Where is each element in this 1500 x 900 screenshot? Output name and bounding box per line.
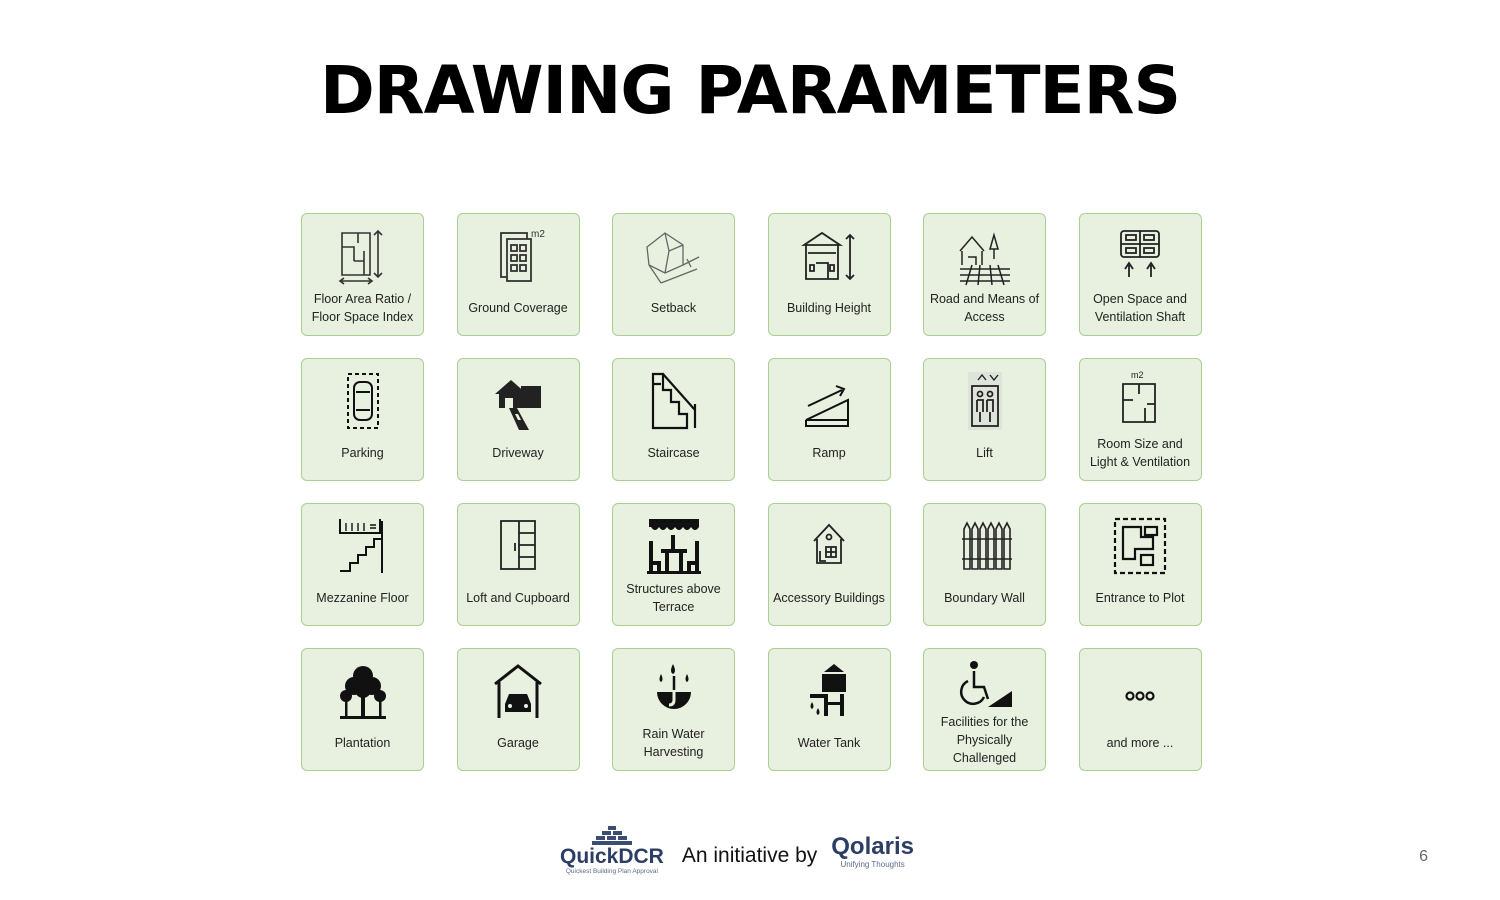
lift-icon	[928, 359, 1041, 435]
tile-rain-harvest[interactable]	[612, 648, 735, 771]
svg-text:m2: m2	[1131, 370, 1144, 380]
tile-label: Entrance to Plot	[1095, 591, 1185, 605]
tile-label: Accessory Buildings	[773, 591, 885, 605]
tile-parking[interactable]	[301, 358, 424, 481]
tile-label: and more ...	[1106, 736, 1174, 750]
tile-staircase[interactable]	[612, 358, 735, 481]
footer	[560, 820, 914, 882]
cupboard-icon	[462, 504, 575, 580]
svg-text:m2: m2	[531, 229, 545, 240]
terrace-structure-icon	[617, 504, 730, 580]
page-number: 6	[1419, 848, 1428, 865]
tile-label: Loft and Cupboard	[466, 591, 570, 605]
tile-boundary-wall[interactable]	[923, 503, 1046, 626]
rain-harvest-icon	[617, 649, 730, 725]
tile-building-height[interactable]	[768, 213, 891, 336]
room-size-icon	[1084, 359, 1197, 435]
qolaris-logo	[831, 833, 914, 869]
ventilation-shaft-icon	[1084, 214, 1197, 290]
tile-plantation[interactable]	[301, 648, 424, 771]
brand-name: QuickDCR	[560, 845, 664, 868]
driveway-icon	[462, 359, 575, 435]
tile-ground-coverage[interactable]	[457, 213, 580, 336]
tile-label: Room Size and Light & Ventilation	[1089, 437, 1191, 469]
tile-ventilation-shaft[interactable]	[1079, 213, 1202, 336]
tile-label: Garage	[497, 736, 539, 750]
partner-tagline: Unifying Thoughts	[840, 860, 905, 869]
parameters-grid	[301, 213, 1202, 771]
plot-entrance-icon	[1084, 504, 1197, 580]
wheelchair-icon	[928, 649, 1041, 719]
tile-label: Rain Water Harvesting	[642, 727, 705, 759]
page-title: DRAWING PARAMETERS	[320, 52, 1180, 129]
tile-label: Road and Means of Access	[929, 292, 1040, 324]
tile-ramp[interactable]	[768, 358, 891, 481]
more-dots-icon	[1084, 649, 1197, 725]
tile-label: Ramp	[812, 446, 846, 460]
ramp-icon	[773, 359, 886, 435]
road-access-icon	[928, 214, 1041, 290]
tile-label: Ground Coverage	[468, 301, 568, 315]
water-tank-icon	[773, 649, 886, 725]
tile-and-more[interactable]	[1079, 648, 1202, 771]
quickdcr-logo	[560, 826, 664, 876]
mezzanine-icon	[306, 504, 419, 580]
tile-label: Structures above Terrace	[626, 582, 721, 614]
ground-coverage-icon	[462, 214, 575, 290]
building-height-icon	[773, 214, 886, 290]
tile-label: Mezzanine Floor	[316, 591, 409, 605]
tile-accessory-building[interactable]	[768, 503, 891, 626]
tile-terrace-structure[interactable]	[612, 503, 735, 626]
tile-plot-entrance[interactable]	[1079, 503, 1202, 626]
staircase-icon	[617, 359, 730, 435]
tile-cupboard[interactable]	[457, 503, 580, 626]
tile-label: Open Space and Ventilation Shaft	[1093, 292, 1187, 324]
tile-label: Building Height	[786, 301, 872, 315]
partner-name: Qolaris	[831, 833, 914, 860]
tile-room-size[interactable]	[1079, 358, 1202, 481]
tile-label: Lift	[976, 446, 993, 460]
tile-garage[interactable]	[457, 648, 580, 771]
tile-label: Staircase	[647, 446, 700, 460]
brand-tagline: Quickest Building Plan Approval	[565, 868, 658, 875]
tile-water-tank[interactable]	[768, 648, 891, 771]
fence-icon	[928, 504, 1041, 580]
garage-icon	[462, 649, 575, 725]
tile-label: Floor Area Ratio / Floor Space Index	[311, 292, 414, 324]
tile-floor-area-ratio[interactable]	[301, 213, 424, 336]
setback-icon	[617, 214, 730, 290]
tile-label: Boundary Wall	[944, 591, 1025, 605]
brick-stack-icon	[592, 826, 632, 846]
tile-label: Water Tank	[797, 736, 861, 750]
tree-icon	[306, 649, 419, 725]
floor-area-ratio-icon	[306, 214, 419, 290]
initiative-text: An initiative by	[681, 844, 818, 867]
tile-mezzanine[interactable]	[301, 503, 424, 626]
tile-label: Facilities for the Physically Challenged	[940, 715, 1029, 765]
tile-label: Setback	[650, 301, 697, 315]
tile-driveway[interactable]	[457, 358, 580, 481]
tile-physically-challenged[interactable]	[923, 648, 1046, 771]
parking-icon	[306, 359, 419, 435]
accessory-building-icon	[773, 504, 886, 580]
tile-setback[interactable]	[612, 213, 735, 336]
tile-label: Driveway	[492, 446, 544, 460]
tile-label: Plantation	[334, 736, 391, 750]
tile-label: Parking	[341, 446, 384, 460]
tile-road-access[interactable]	[923, 213, 1046, 336]
tile-lift[interactable]	[923, 358, 1046, 481]
